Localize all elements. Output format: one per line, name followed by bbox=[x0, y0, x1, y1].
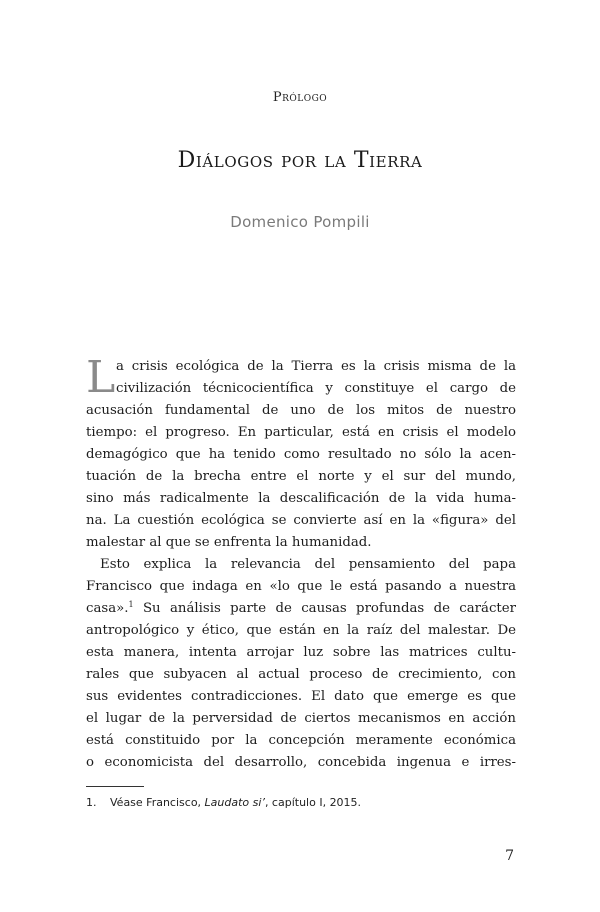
text-line: Esto explica la relevancia del pensamiento del papa bbox=[100, 557, 516, 572]
text-line: o economicista del desarrollo, concebida ingenua e irres- bbox=[86, 755, 516, 770]
author-name: Domenico Pompili bbox=[230, 213, 370, 231]
text-line: tiempo: el progreso. En particular, está en crisis el modelo bbox=[86, 425, 516, 440]
text-line: está constituido por la concepción meramente económica bbox=[86, 733, 516, 748]
text-line: a crisis ecológica de la Tierra es la crisis misma de la bbox=[116, 359, 516, 374]
text-line: sino más radicalmente la descalificación de la vida huma- bbox=[86, 491, 516, 506]
text-line: esta manera, intenta arrojar luz sobre las matrices cultu- bbox=[86, 645, 516, 660]
text-line: acusación fundamental de uno de los mitos de nuestro bbox=[86, 403, 516, 418]
text-line: civilización técnicocientífica y constituye el cargo de bbox=[116, 381, 516, 396]
text-line: antropológico y ético, que están en la raíz del malestar. De bbox=[86, 623, 516, 638]
text-line: na. La cuestión ecológica se convierte así en la «figura» del bbox=[86, 513, 516, 528]
footnote-text: , capítulo I, 2015. bbox=[264, 796, 362, 809]
text-line: malestar al que se enfrenta la humanidad. bbox=[86, 535, 372, 550]
text-line bbox=[86, 598, 516, 620]
footnote-reference: 1 bbox=[128, 600, 134, 609]
text-fragment: casa». bbox=[86, 601, 129, 616]
body-text bbox=[86, 352, 516, 774]
text-line: sus evidentes contradicciones. El dato que emerge es que bbox=[86, 689, 516, 704]
text-line: demagógico que ha tenido como resultado no sólo la acen- bbox=[86, 447, 516, 462]
text-fragment: Su análisis parte de causas profundas de carácter bbox=[133, 601, 516, 616]
footnote bbox=[86, 796, 516, 809]
text-line: rales que subyacen al actual proceso de crecimiento, con bbox=[86, 667, 516, 682]
text-line: el lugar de la perversidad de ciertos mecanismos en acción bbox=[86, 711, 516, 726]
footnote-text: Véase Francisco, bbox=[110, 796, 205, 809]
footnote-number: 1. bbox=[86, 796, 97, 809]
text-line: Francisco que indaga en «lo que le está pasando a nuestra bbox=[86, 579, 516, 594]
footnote-divider bbox=[86, 786, 144, 787]
footnote-book-title: Laudato si’ bbox=[204, 796, 265, 809]
section-label: Prólogo bbox=[272, 90, 328, 105]
chapter-title: Diálogos por la Tierra bbox=[177, 148, 423, 173]
page-number: 7 bbox=[505, 848, 514, 864]
drop-cap: L bbox=[86, 352, 116, 403]
text-line: tuación de la brecha entre el norte y el sur del mundo, bbox=[86, 469, 516, 484]
